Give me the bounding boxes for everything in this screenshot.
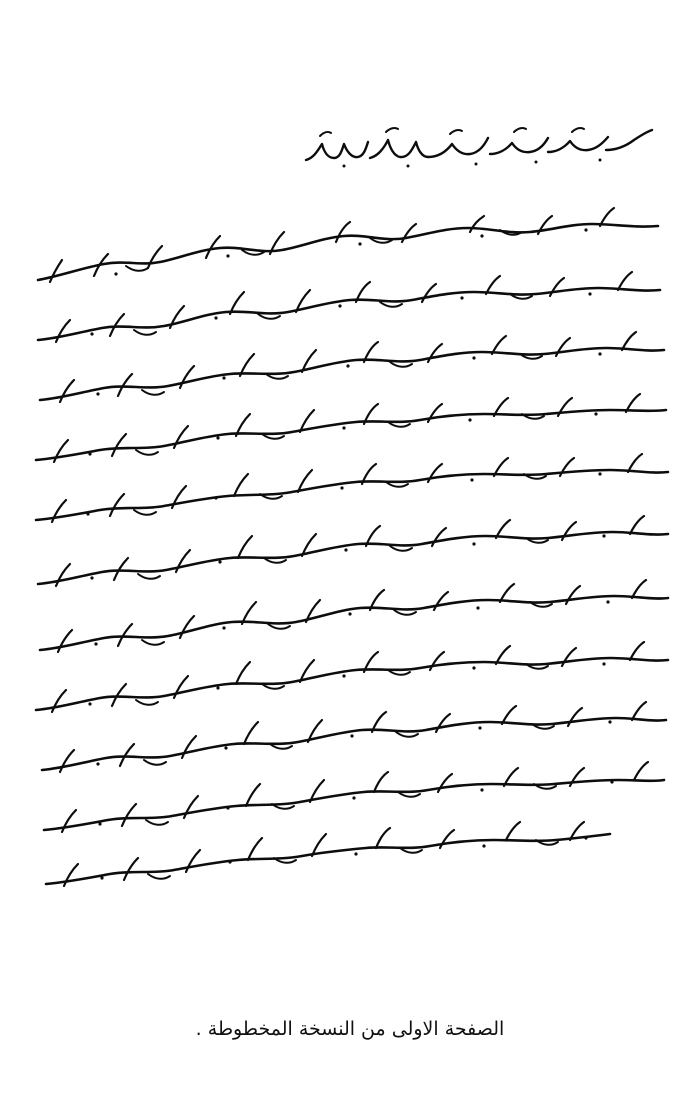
manuscript-line-ink [30, 718, 670, 782]
manuscript-line-ink [30, 840, 670, 904]
manuscript-line-ink [30, 222, 670, 286]
manuscript-line-ink [30, 284, 670, 348]
manuscript-line [30, 284, 670, 348]
manuscript-line-ink [30, 656, 670, 720]
manuscript-line [30, 532, 670, 596]
manuscript-line-ink [30, 408, 670, 472]
figure-caption-text: الصفحة الاولى من النسخة المخطوطة . [195, 1018, 505, 1040]
manuscript-line [30, 408, 670, 472]
figure-caption [0, 1018, 700, 1040]
manuscript-line [30, 656, 670, 720]
manuscript-line-ink [30, 532, 670, 596]
manuscript-body [30, 222, 670, 912]
manuscript-line [30, 840, 670, 904]
manuscript-line [30, 346, 670, 410]
basmala-line [300, 118, 660, 178]
manuscript-line [30, 718, 670, 782]
manuscript-line-ink [30, 346, 670, 410]
basmala-ink [300, 118, 660, 178]
manuscript-line [30, 222, 670, 286]
